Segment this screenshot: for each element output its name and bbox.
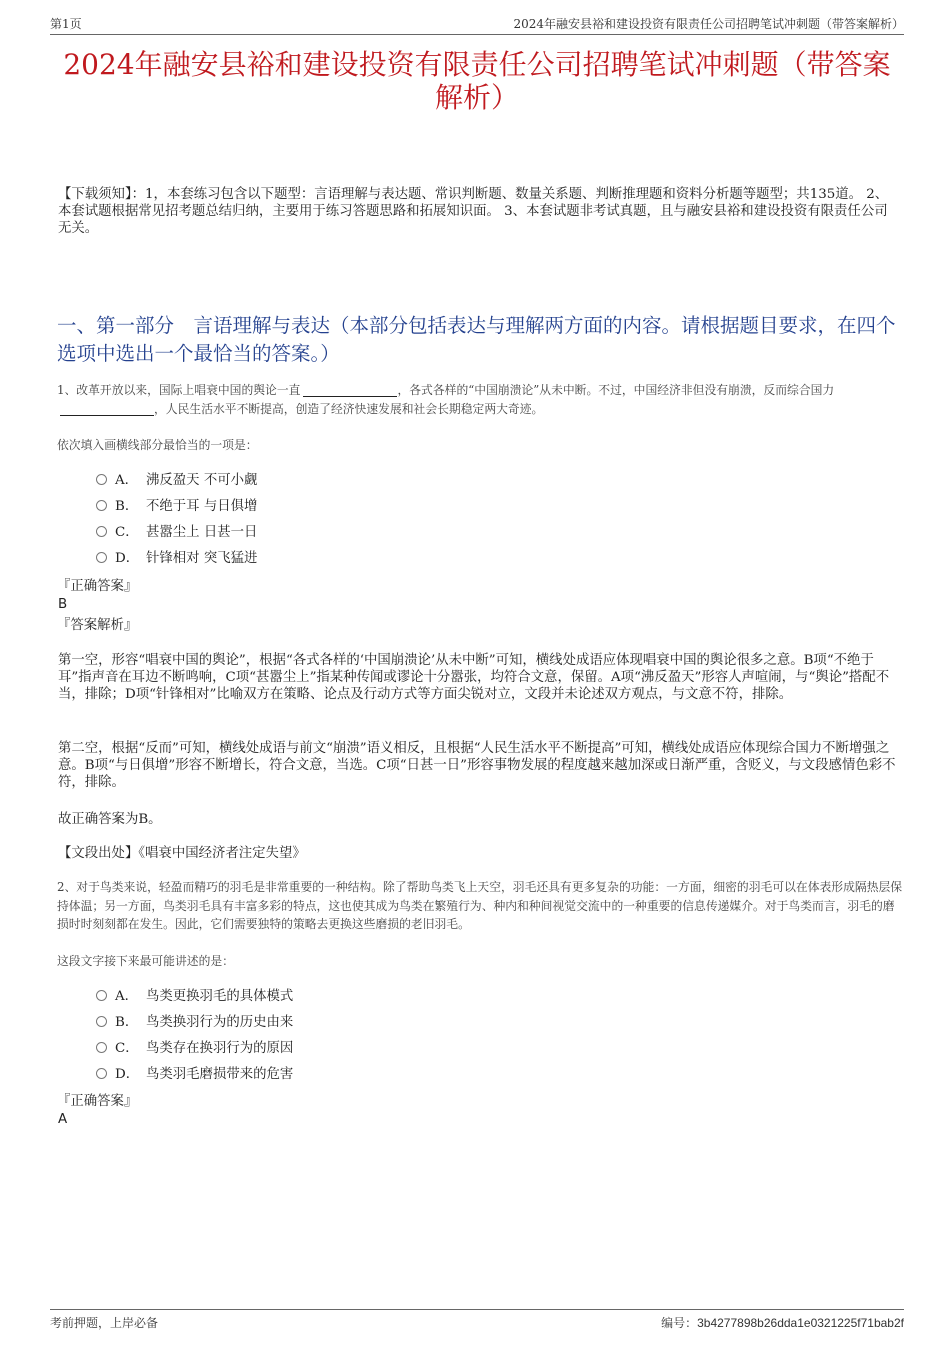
q1-option-b[interactable]: B． 不绝于耳 与日俱增 [96,498,257,516]
q2-option-b[interactable]: B． 鸟类换羽行为的历史由来 [96,1014,293,1032]
q1-source: 【文段出处】《唱衰中国经济者注定失望》 [58,846,306,861]
question-2-stem: 2、对于鸟类来说，轻盈而精巧的羽毛是非常重要的一种结构。除了帮助鸟类飞上天空，羽毛还具有更多复杂的功能：一方面，细密的羽毛可以在体表形成隔热层保持体温；另一方面，鸟类羽毛具有丰富多彩的特点，这也使其成为鸟类在繁殖行为、种内和种间视觉交流中的一种重要的信息传递媒介。对于鸟类而言，羽毛的磨损时时刻刻都在发生。因此，它们需要独特的策略去更换这些磨损的老旧羽毛。 [57,880,903,931]
radio-icon[interactable] [96,1068,107,1079]
q2-option-d[interactable]: D． 鸟类羽毛磨损带来的危害 [96,1066,293,1084]
q2-option-a[interactable]: A． 鸟类更换羽毛的具体模式 [96,988,293,1006]
q1-answer: B [58,597,68,612]
download-notice: 【下载须知】：1，本套练习包含以下题型：言语理解与表达题、常识判断题、数量关系题、判断推理题和资料分析题等题型；共135道。 2、本套试题根据常见招考题总结归纳，主要用于练习答题思路和拓展知识面。 3、本套试题非考试真题，且与融安县裕和建设投资有限责任公司无关。 [58,187,889,236]
fill-blank-2 [60,403,154,416]
q1-stem-part-2: ，各式各样的“中国崩溃论”从未中断。不过，中国经济非但没有崩溃，反而综合国力 [397,383,835,397]
code-value: 3b4277898b26dda1e0321225f71bab2f [697,1316,904,1330]
page-number: 第1页 [50,17,82,31]
document-code [661,1314,904,1331]
q1-answer-heading: 『正确答案』 [57,579,138,594]
q1-stem-part-3: ，人民生活水平不断提高，创造了经济快速发展和社会长期稳定两大奇迹。 [154,401,544,416]
footer-rule [50,1309,904,1310]
q1-analysis-paragraph-2: 第二空，根据“反而”可知，横线处成语与前文“崩溃”语义相反，且根据“人民生活水平不断提高”可知，横线处成语应体现综合国力不断增强之意。B项“与日俱增”形容不断增长，符合文意，当选。C项“日甚一日”形容事物发展的程度越来越加深或日渐严重，含贬义，与文段感情色彩不符，排除。 [58,741,896,790]
radio-icon[interactable] [96,990,107,1001]
radio-icon[interactable] [96,1016,107,1027]
q2-answer-heading: 『正确答案』 [57,1094,138,1109]
document-title: 2024年融安县裕和建设投资有限责任公司招聘笔试冲刺题（带答案解析） [63,48,891,114]
q1-analysis-paragraph-1: 第一空，形容“唱衰中国的舆论”，根据“各式各样的‘中国崩溃论’从未中断”可知，横线处成语应体现唱衰中国的舆论很多之意。B项“不绝于耳”指声音在耳边不断鸣响，C项“甚嚣尘上”指某种传闻或谬论十分嚣张，均符合文意，保留。A项“沸反盈天”形容人声喧闹，与“舆论”搭配不当，排除；D项“针锋相对”比喻双方在策略、论点及行动方式等方面尖锐对立，文段并未论述双方观点，与文意不符，排除。 [58,653,890,702]
radio-icon[interactable] [96,552,107,563]
q2-option-c[interactable]: C． 鸟类存在换羽行为的原因 [96,1040,293,1058]
section-heading: 一、第一部分 言语理解与表达（本部分包括表达与理解两方面的内容。请根据题目要求，在四个选项中选出一个最恰当的答案。） [57,314,896,365]
footer-slogan: 考前押题，上岸必备 [50,1316,159,1330]
q2-answer: A [58,1112,68,1127]
q1-option-c[interactable]: C． 甚嚣尘上 日甚一日 [96,524,257,542]
header-rule [50,34,904,35]
running-title: 2024年融安县裕和建设投资有限责任公司招聘笔试冲刺题（带答案解析） [513,17,904,31]
q1-option-d[interactable]: D． 针锋相对 突飞猛进 [96,550,257,568]
q1-option-a[interactable]: A． 沸反盈天 不可小觑 [96,472,257,490]
question-1-stem [57,381,903,418]
q1-analysis-heading: 『答案解析』 [57,618,138,633]
radio-icon[interactable] [96,526,107,537]
question-1-prompt: 依次填入画横线部分最恰当的一项是： [57,438,258,452]
question-2-prompt: 这段文字接下来最可能讲述的是： [57,954,234,968]
fill-blank-1 [303,384,397,397]
radio-icon[interactable] [96,474,107,485]
q1-stem-part-1: 1、改革开放以来，国际上唱衰中国的舆论一直 [57,383,301,397]
radio-icon[interactable] [96,500,107,511]
radio-icon[interactable] [96,1042,107,1053]
code-label: 编号： [661,1316,698,1330]
q1-conclusion: 故正确答案为B。 [58,812,162,827]
